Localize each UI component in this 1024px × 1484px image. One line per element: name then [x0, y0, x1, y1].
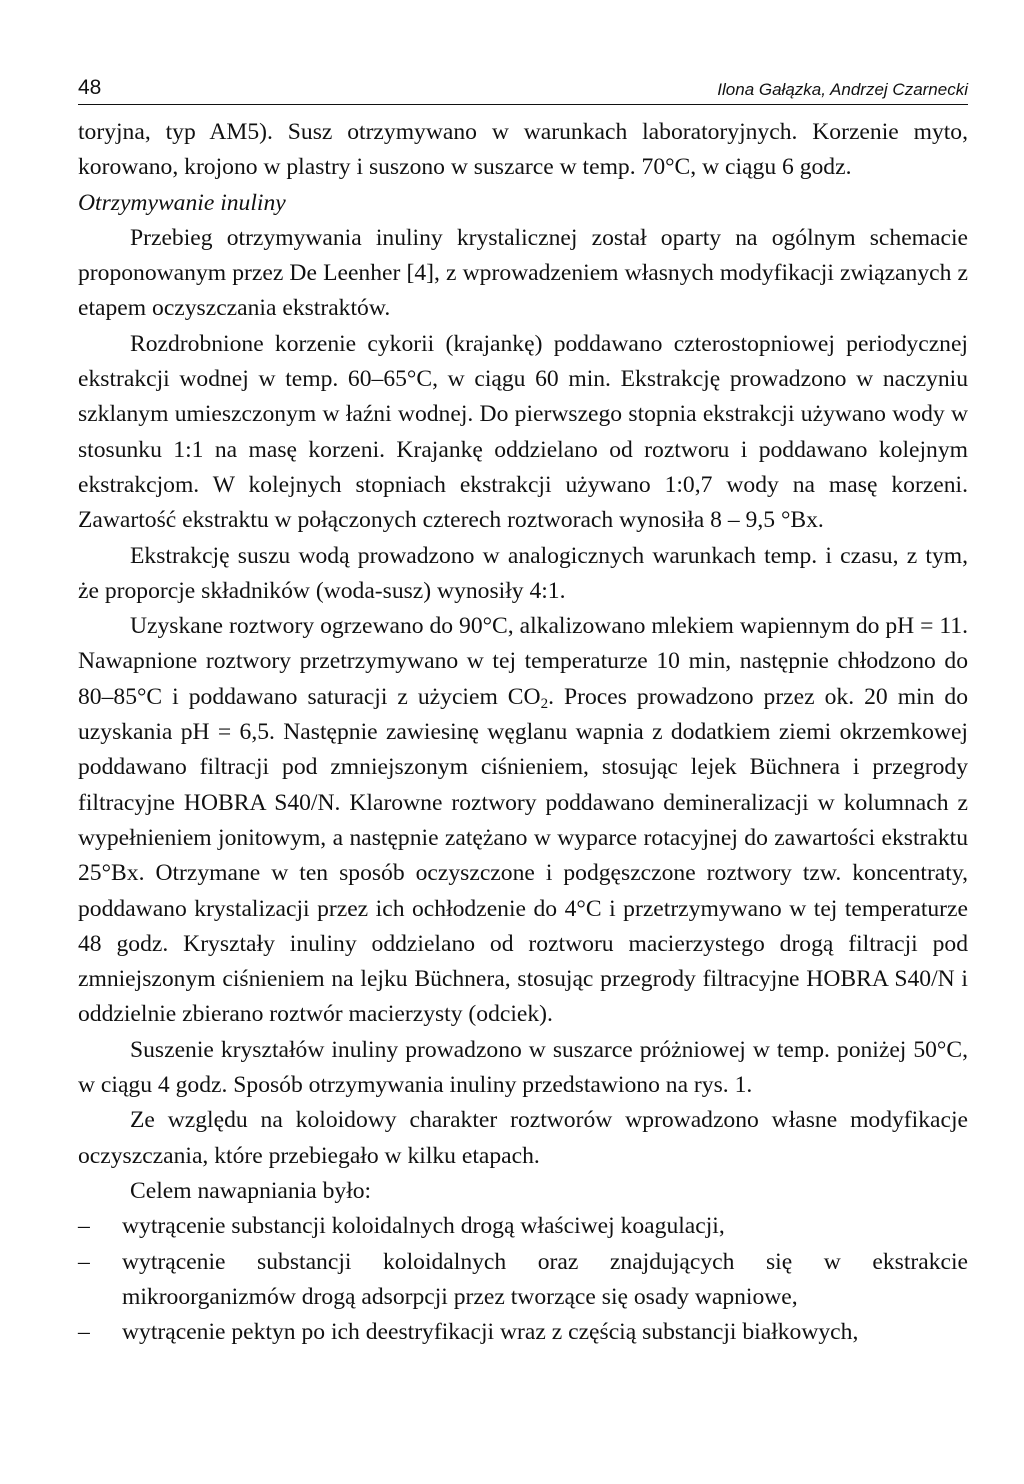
body-text	[78, 115, 968, 1350]
paragraph-purification	[78, 609, 968, 1033]
list-item-text: wytrącenie substancji koloidalnych drogą właściwej koagulacji,	[122, 1213, 725, 1240]
page-number: 48	[78, 76, 102, 99]
paragraph-dry-extraction: Ekstrakcję suszu wodą prowadzono w analogicznych warunkach temp. i czasu, z tym, że proporcje składników (woda-susz) wynosiły 4:1.	[78, 542, 968, 604]
paragraph-extraction: Rozdrobnione korzenie cykorii (krajankę) poddawano czterostopniowej periodycznej ekstrakcji wodnej w temp. 60–65°C, w ciągu 60 min. Ekstrakcję prowadzono w naczyniu szklanym umieszczonym w łaźni wodnej. Do pierwszego stopnia ekstrakcji używano wody w stosunku 1:1 na masę korzeni. Krajankę oddzielano od roztworu i poddawano kolejnym ekstrakcjom. W kolejnych stopniach ekstrakcji używano 1:0,7 wody na masę korzeni. Zawartość ekstraktu w połączonych czterech roztworach wynosiła 8 – 9,5 °Bx.	[78, 330, 968, 534]
co2-subscript: 2	[540, 695, 549, 712]
running-header	[78, 70, 968, 105]
list-item	[78, 1209, 968, 1244]
list-dash: –	[78, 1248, 90, 1275]
list-dash: –	[78, 1319, 90, 1346]
paragraph-liming-goal: Celem nawapniania było:	[130, 1177, 372, 1204]
paragraph-process-overview: Przebieg otrzymywania inuliny krystalicznej został oparty na ogólnym schemacie proponowanym przez De Leenher [4], z wprowadzeniem własnych modyfikacji związanych z etapem oczyszczania ekstraktów.	[78, 224, 968, 322]
goal-list	[78, 1209, 968, 1350]
paragraph-modifications: Ze względu na koloidowy charakter roztworów wprowadzono własne modyfikacje oczyszczania, które przebiegało w kilku etapach.	[78, 1107, 968, 1169]
paragraph-drying: Suszenie kryształów inuliny prowadzono w suszarce próżniowej w temp. poniżej 50°C, w ciągu 4 godz. Sposób otrzymywania inuliny przedstawiono na rys. 1.	[78, 1036, 968, 1099]
purification-text-end: . Proces prowadzono przez ok. 20 min do uzyskania pH = 6,5. Następnie zawiesinę węglanu wapnia z dodatkiem ziemi okrzemkowej poddawano filtracji pod zmniejszonym ciśnieniem, stosując lejek Büchnera i przegrody filtracyjne HOBRA S40/N. Klarowne roztwory poddawano demineralizacji w kolumnach z wypełnieniem jonitowym, a następnie zatężano w wyparce rotacyjnej do zawartości ekstraktu 25°Bx. Otrzymane w ten sposób oczyszczone i podgęszczone roztwory tzw. koncentraty, poddawano krystalizacji przez ich ochłodzenie do 4°C i przetrzymywano w tej temperaturze 48 godz. Kryształy inuliny oddzielano od roztworu macierzystego drogą filtracji pod zmniejszonym ciśnieniem na lejku Büchnera, stosując przegrody filtracyjne HOBRA S40/N i oddzielnie zbierano roztwór macierzysty (odciek).	[78, 683, 968, 1028]
paragraph-continuation: toryjna, typ AM5). Susz otrzymywano w warunkach laboratoryjnych. Korzenie myto, korowano, krojono w plastry i suszono w suszarce w temp. 70°C, w ciągu 6 godz.	[78, 119, 968, 181]
list-item-text: wytrącenie substancji koloidalnych oraz znajdujących się w ekstrakcie mikroorganizmów drogą adsorpcji przez tworzące się osady wapniowe,	[122, 1248, 968, 1310]
list-item-text: wytrącenie pektyn po ich deestryfikacji wraz z częścią substancji białkowych,	[122, 1319, 859, 1346]
header-authors: Ilona Gałązka, Andrzej Czarnecki	[717, 80, 968, 99]
list-dash: –	[78, 1213, 90, 1240]
document-page	[78, 70, 968, 1350]
list-item	[78, 1245, 968, 1316]
list-item	[78, 1315, 968, 1350]
section-heading: Otrzymywanie inuliny	[78, 189, 286, 216]
purification-text-start: Uzyskane roztwory ogrzewano do 90°C, alkalizowano mlekiem wapiennym do pH = 11. Nawapnione roztwory przetrzymywano w tej temperaturze 10 min, następnie chłodzono do 80–85°C i poddawano saturacji z użyciem CO	[78, 613, 968, 710]
